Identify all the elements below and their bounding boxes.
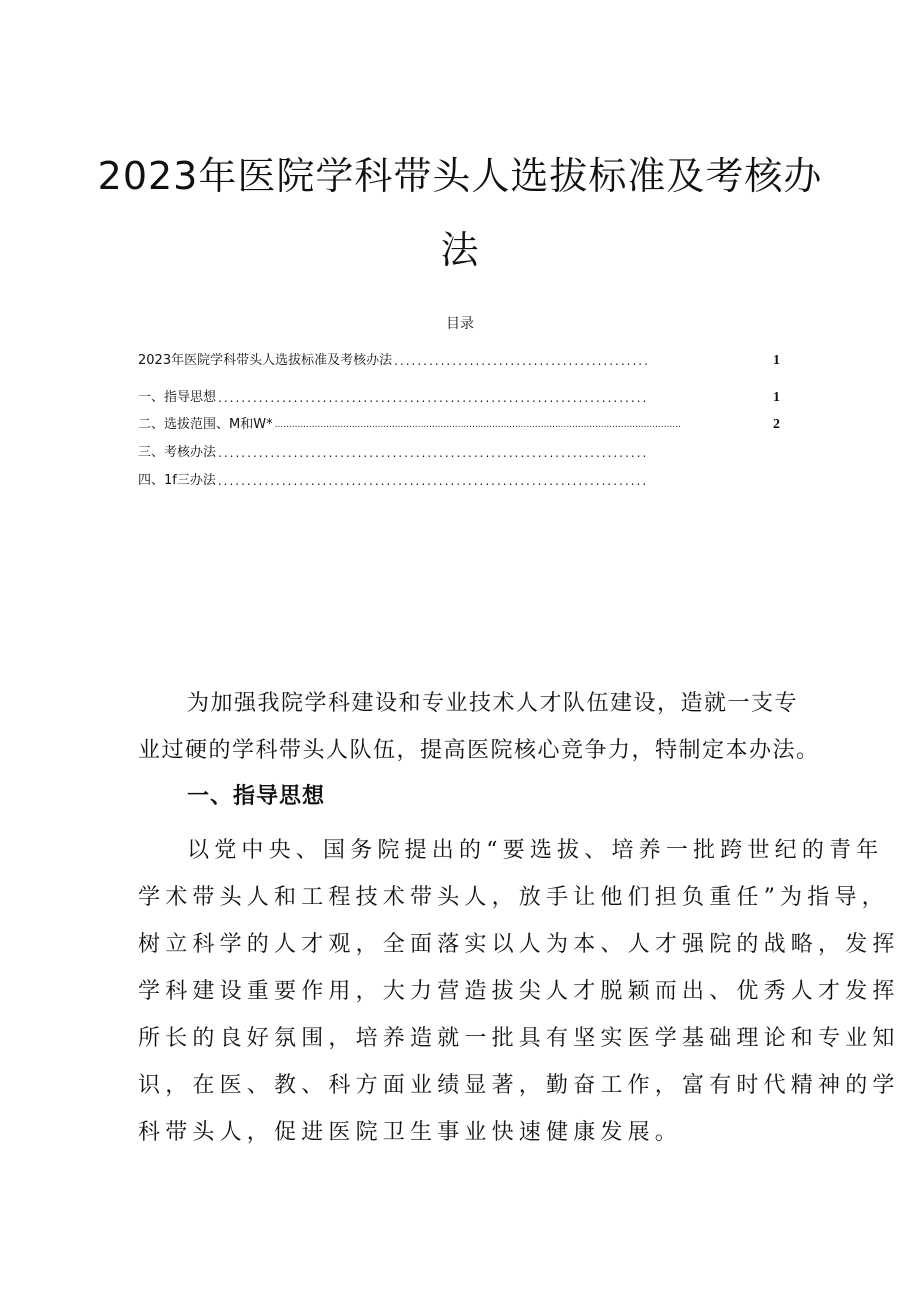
intro-paragraph-line: 业过硬的学科带头人队伍，提高医院核心竞争力，特制定本办法。 [138,738,820,763]
toc-entry[interactable] [138,387,780,407]
section-paragraph-line: 识，在医、教、科方面业绩显著，勤奋工作，富有时代精神的学 [138,1073,900,1098]
toc-entry-label: 三、考核办法 [138,445,217,460]
toc-page-number: 2 [773,417,780,432]
document-title-line-1: 2023年医院学科带头人选拔标准及考核办 [97,154,823,198]
section-paragraph-line: 树立科学的人才观，全面落实以人为本、人才强院的战略，发挥 [138,932,900,957]
toc-leader-dots: ............................................ [394,354,650,368]
section-paragraph-line: 科带头人，促进医院卫生事业快速健康发展。 [138,1120,683,1145]
document-title-line-2: 法 [440,228,480,272]
section-paragraph-line: 学术带头人和工程技术带头人，放手让他们担负重任”为指导， [138,885,889,910]
toc-heading: 目录 [446,316,474,332]
toc-entry-label: 四、1f三办法 [138,473,216,488]
toc-entry[interactable] [138,350,780,370]
toc-leader-dots: .......................................................................... [217,474,649,488]
toc-leader-dots: .............................................................................................................................................. [274,420,681,430]
toc-entry[interactable] [138,414,780,434]
intro-paragraph-line: 为加强我院学科建设和专业技术人才队伍建设，造就一支专 [187,691,799,716]
toc-page-number: 1 [773,353,780,368]
toc-page-number: 1 [773,390,780,405]
section-paragraph-line: 学科建设重要作用，大力营造拔尖人才脱颖而出、优秀人才发挥 [138,979,900,1004]
section-paragraph-line: 所长的良好氛围，培养造就一批具有坚实医学基础理论和专业知 [138,1026,900,1051]
toc-entry[interactable] [138,470,780,490]
section-heading: 一、指导思想 [187,784,326,809]
toc-entry-label: 一、指导思想 [138,390,217,405]
toc-leader-dots: .......................................................................... [218,446,649,460]
toc-entry-label: 二、选拔范围、M和W* [138,417,273,432]
toc-entry[interactable] [138,442,780,462]
toc-entry-label: 2023年医院学科带头人选拔标准及考核办法 [138,353,393,368]
section-paragraph-line: 以党中央、国务院提出的“要选拔、培养一批跨世纪的青年 [187,838,884,863]
toc-leader-dots: .......................................................................... [218,391,649,405]
